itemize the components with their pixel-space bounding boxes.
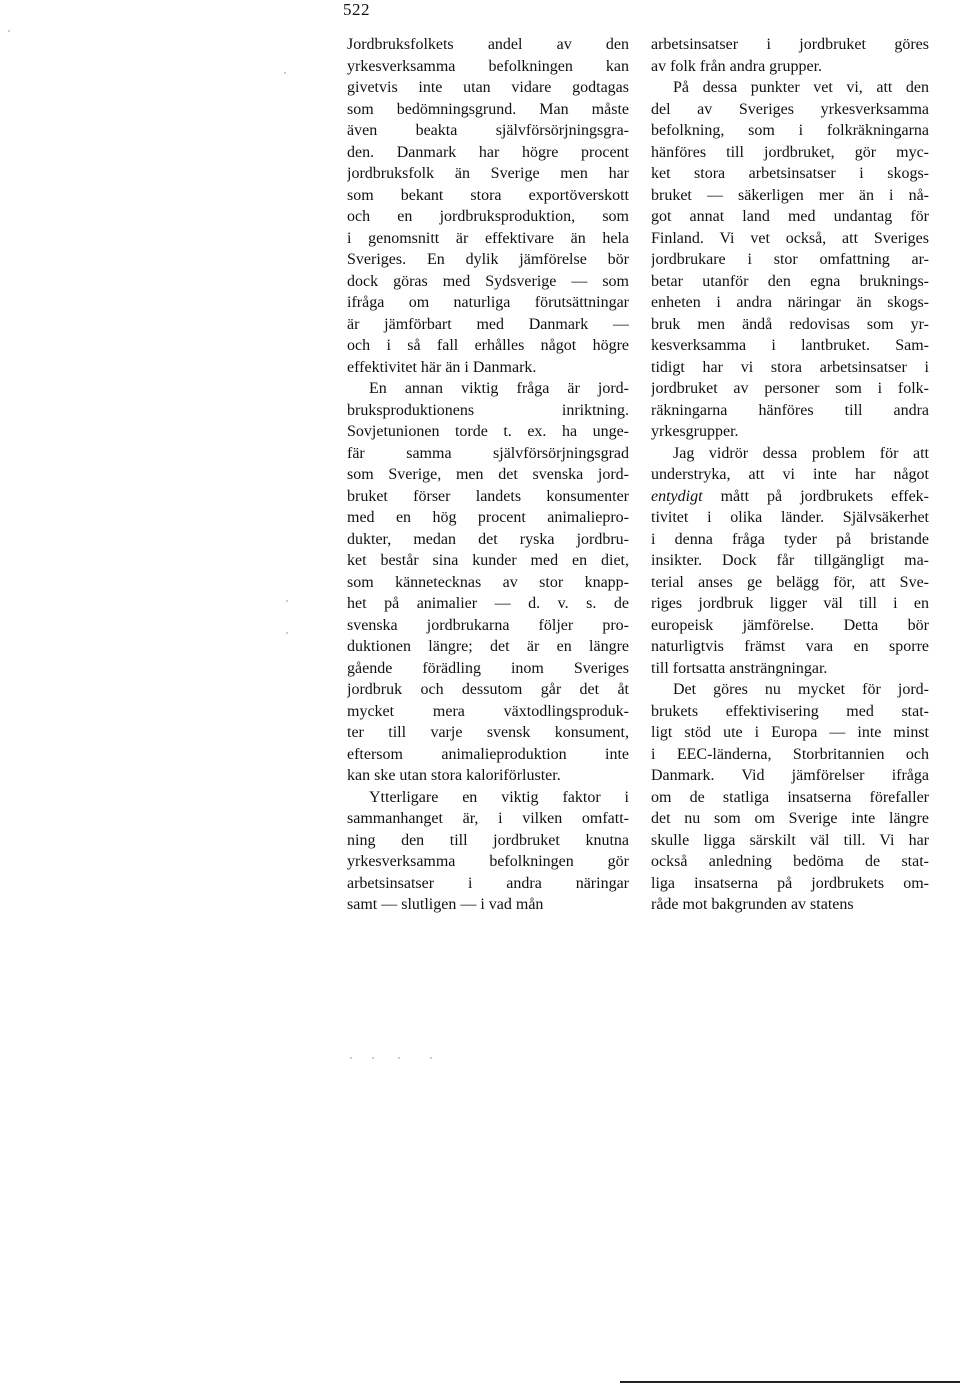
text-line: som Sverige, men det svenska jord- xyxy=(347,466,629,483)
text-line: Danmark. Vid jämförelser ifråga xyxy=(651,767,929,784)
text-line: och i så fall erhålles något högre xyxy=(347,337,629,354)
text-line: duktionen längre; det är en längre xyxy=(347,638,629,655)
text-line: kan ske utan stora kaloriförluster. xyxy=(347,767,561,784)
text-line: i EEC-länderna, Storbritannien och xyxy=(651,745,929,763)
text-line: Jordbruksfolkets andel av den xyxy=(347,36,629,53)
text-line: het på animalier — d. v. s. de xyxy=(347,595,629,612)
bottom-edge-rule xyxy=(620,1381,960,1383)
text-line: understryka, att vi inte har något xyxy=(651,466,929,483)
text-line: sammanhanget är, i vilken omfatt- xyxy=(347,810,629,827)
text-line: entydigt mått på jordbrukets effek- xyxy=(651,487,929,505)
text-line: bruk men ändå redovisas som yr- xyxy=(651,315,929,333)
scan-speck xyxy=(398,1057,400,1059)
text-line: ter till varje svensk konsument, xyxy=(347,724,629,741)
text-line: betar utanför den egna bruknings- xyxy=(651,272,929,290)
text-line: av folk från andra grupper. xyxy=(651,57,823,75)
text-line: det nu som om Sverige inte längre xyxy=(651,810,929,827)
text-line: tidigt har vi stora arbetsinsatser i xyxy=(651,358,929,376)
text-line: ket stora arbetsinsatser i skogs- xyxy=(651,165,929,182)
scan-speck xyxy=(286,600,288,602)
text-line: enheten i andra näringar än skogs- xyxy=(651,294,929,311)
text-line: om de statliga insatserna förefaller xyxy=(651,788,929,806)
scan-speck xyxy=(286,632,288,634)
text-line: Sveriges. En dylik jämförelse bör xyxy=(347,251,629,268)
text-line: yrkesverksamma befolkningen gör xyxy=(347,853,629,870)
text-line: fär samma självförsörjningsgrad xyxy=(347,444,629,462)
text-line: och en jordbruksproduktion, som xyxy=(347,208,629,225)
scan-speck xyxy=(8,30,10,32)
text-line: eftersom animalieproduktion inte xyxy=(347,745,629,763)
emphasized-word: entydigt xyxy=(651,487,703,505)
page-number: 522 xyxy=(343,0,370,19)
text-line: terial anses ge belägg för, att Sve- xyxy=(651,573,929,591)
text-line: som bedömningsgrund. Man måste xyxy=(347,100,629,118)
text-line: dukter, medan det ryska jordbru- xyxy=(347,530,629,548)
text-line: bruket förser landets konsumenter xyxy=(347,487,629,505)
text-line: i denna fråga tyder på bristande xyxy=(651,530,929,548)
text-line: ligt stöd ute i Europa — inte minst xyxy=(651,724,929,741)
text-line: räkningarna hänföres till andra xyxy=(651,401,929,419)
text-line: En annan viktig fråga är jord- xyxy=(369,380,629,397)
text-line: bruket — säkerligen mer än i nå- xyxy=(651,186,929,204)
scan-speck xyxy=(372,1057,374,1059)
text-line: Det göres nu mycket för jord- xyxy=(673,681,929,698)
text-line: arbetsinsatser i jordbruket göres xyxy=(651,36,929,53)
text-line: är jämförbart med Danmark — xyxy=(347,315,629,333)
text-line: jordbruksfolk än Sverige men har xyxy=(347,165,629,182)
text-line: effektivitet här än i Danmark. xyxy=(347,358,537,376)
text-line: dock göras med Sydsverige — som xyxy=(347,272,629,290)
text-line: tivitet i olika länder. Självsäkerhet xyxy=(651,509,929,526)
text-line: kesverksamma i lantbruket. Sam- xyxy=(651,337,929,354)
text-line: befolkning, som i folkräkningarna xyxy=(651,122,929,139)
text-line: got annat land med undantag för xyxy=(651,208,929,225)
text-line: även beakta självförsörjningsgra- xyxy=(347,122,629,139)
text-line: arbetsinsatser i andra näringar xyxy=(347,874,629,892)
text-line: yrkesgrupper. xyxy=(651,423,739,440)
text-line: ning den till jordbruket knutna xyxy=(347,831,629,849)
text-line: På dessa punkter vet vi, att den xyxy=(673,79,929,96)
text-line: svenska jordbrukarna följer pro- xyxy=(347,616,629,634)
text-line: råde mot bakgrunden av statens xyxy=(651,896,854,913)
text-line: bruksproduktionens inriktning. xyxy=(347,401,629,419)
text-line: del av Sveriges yrkesverksamma xyxy=(651,100,929,118)
text-line: Sovjetunionen torde t. ex. ha unge- xyxy=(347,423,629,440)
text-line: liga insatserna på jordbrukets om- xyxy=(651,874,929,892)
text-line: hänföres till jordbruket, gör myc- xyxy=(651,143,929,161)
text-line: yrkesverksamma befolkningen kan xyxy=(347,57,629,75)
text-line: som kännetecknas av stor knapp- xyxy=(347,573,629,591)
scan-speck xyxy=(430,1057,432,1059)
text-line: ket består sina kunder med en diet, xyxy=(347,552,629,569)
text-line: skulle ligga särskilt väl till. Vi har xyxy=(651,831,929,849)
left-column xyxy=(347,34,629,916)
text-line: givetvis inte utan vidare godtagas xyxy=(347,79,629,96)
text-line: Finland. Vi vet också, att Sveriges xyxy=(651,229,929,247)
text-line: ifråga om naturliga förutsättningar xyxy=(347,294,629,311)
text-line: gående förädling inom Sveriges xyxy=(347,659,629,677)
text-line: brukets effektivisering med stat- xyxy=(651,702,929,720)
text-line: med en hög procent animaliepro- xyxy=(347,509,629,526)
text-line: samt — slutligen — i vad mån xyxy=(347,896,544,913)
right-column xyxy=(651,34,929,916)
scan-speck xyxy=(350,1057,352,1059)
text-line: jordbruk och dessutom går det åt xyxy=(347,681,629,698)
text-line: europeisk jämförelse. Detta bör xyxy=(651,616,929,634)
scan-speck xyxy=(284,72,286,74)
text-line: insikter. Dock får tillgängligt ma- xyxy=(651,552,929,569)
text-line: också anledning bedöma de stat- xyxy=(651,853,929,870)
text-line: Ytterligare en viktig faktor i xyxy=(369,788,629,806)
text-line: riges jordbruk ligger väl till i en xyxy=(651,595,929,612)
text-line: jordbrukare i stor omfattning ar- xyxy=(651,251,929,268)
text-line: naturligtvis främst vara en sporre xyxy=(651,638,929,655)
text-line: Jag vidrör dessa problem för att xyxy=(673,444,929,462)
text-line: i genomsnitt är effektivare än hela xyxy=(347,229,629,247)
text-line: mycket mera växtodlingsproduk- xyxy=(347,702,629,720)
text-line: till fortsatta ansträngningar. xyxy=(651,659,828,677)
text-line: jordbruket av personer som i folk- xyxy=(651,380,929,397)
text-line: som bekant stora exportöverskott xyxy=(347,186,629,204)
text-line: den. Danmark har högre procent xyxy=(347,143,629,161)
